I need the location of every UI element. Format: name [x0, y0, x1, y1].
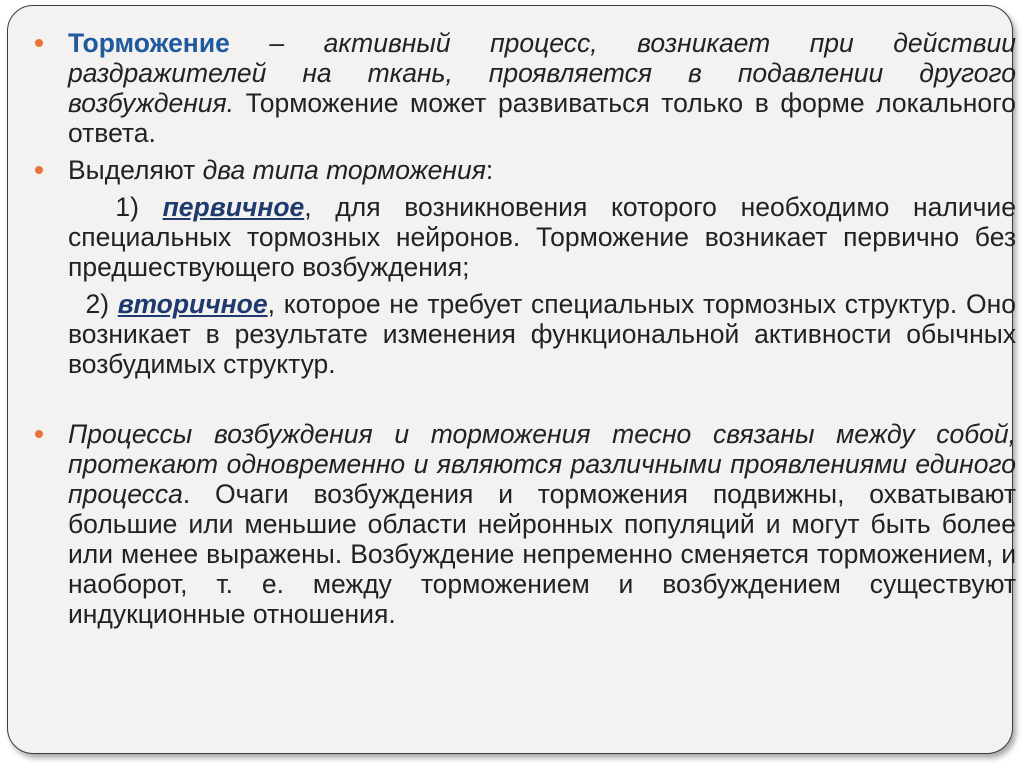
- processes-rest: . Очаги возбуждения и торможения подвижны, охватывают большие или меньшие области нейронных популяций и могут быть более или менее выражены. Возбуждение непременно сменяется торможением, и наоборот, т. е. между торможением и возбуждением существуют индукционные отношения.: [68, 479, 1016, 629]
- paragraph-inhibition-definition: [68, 28, 1016, 148]
- bullet-icon: [35, 430, 43, 438]
- definition-italic: активный процесс, возникает при действии раздражителей на ткань, проявляется в подавлении другого возбуждения.: [68, 28, 1017, 118]
- term-secondary: вторичное: [117, 289, 268, 319]
- dash: –: [229, 28, 324, 58]
- term-inhibition: Торможение: [68, 28, 230, 58]
- paragraph-processes-relation: [68, 419, 1016, 629]
- processes-italic: Процессы возбуждения и торможения тесно связаны между собой, протекают одновременно и являются различными проявлениями единого процесса: [68, 419, 1016, 509]
- term-primary: первичное: [162, 192, 305, 222]
- bullet-icon: [35, 39, 43, 47]
- definition-rest: Торможение может развиваться только в форме локального ответа.: [68, 88, 1016, 148]
- two-types-tail: :: [485, 155, 494, 185]
- bullet-icon: [35, 166, 43, 174]
- paragraph-primary-type: [68, 192, 1024, 282]
- two-types-lead: Выделяют: [68, 155, 203, 185]
- primary-description: , для возникновения которого необходимо наличие специальных тормозных нейронов. Торможение возникает первично без предшествующего возбуждения;: [68, 192, 1024, 282]
- secondary-description: , которое не требует специальных тормозных структур. Оно возникает в результате изменения функциональной активности обычных возбудимых структур.: [68, 289, 1024, 379]
- slide-content: [68, 28, 1024, 629]
- two-types-italic: два типа торможения: [202, 155, 486, 185]
- paragraph-secondary-type: [68, 289, 1024, 379]
- item-number-2: 2): [68, 289, 118, 319]
- paragraph-two-types: [68, 155, 1016, 185]
- item-number-1: 1): [68, 192, 163, 222]
